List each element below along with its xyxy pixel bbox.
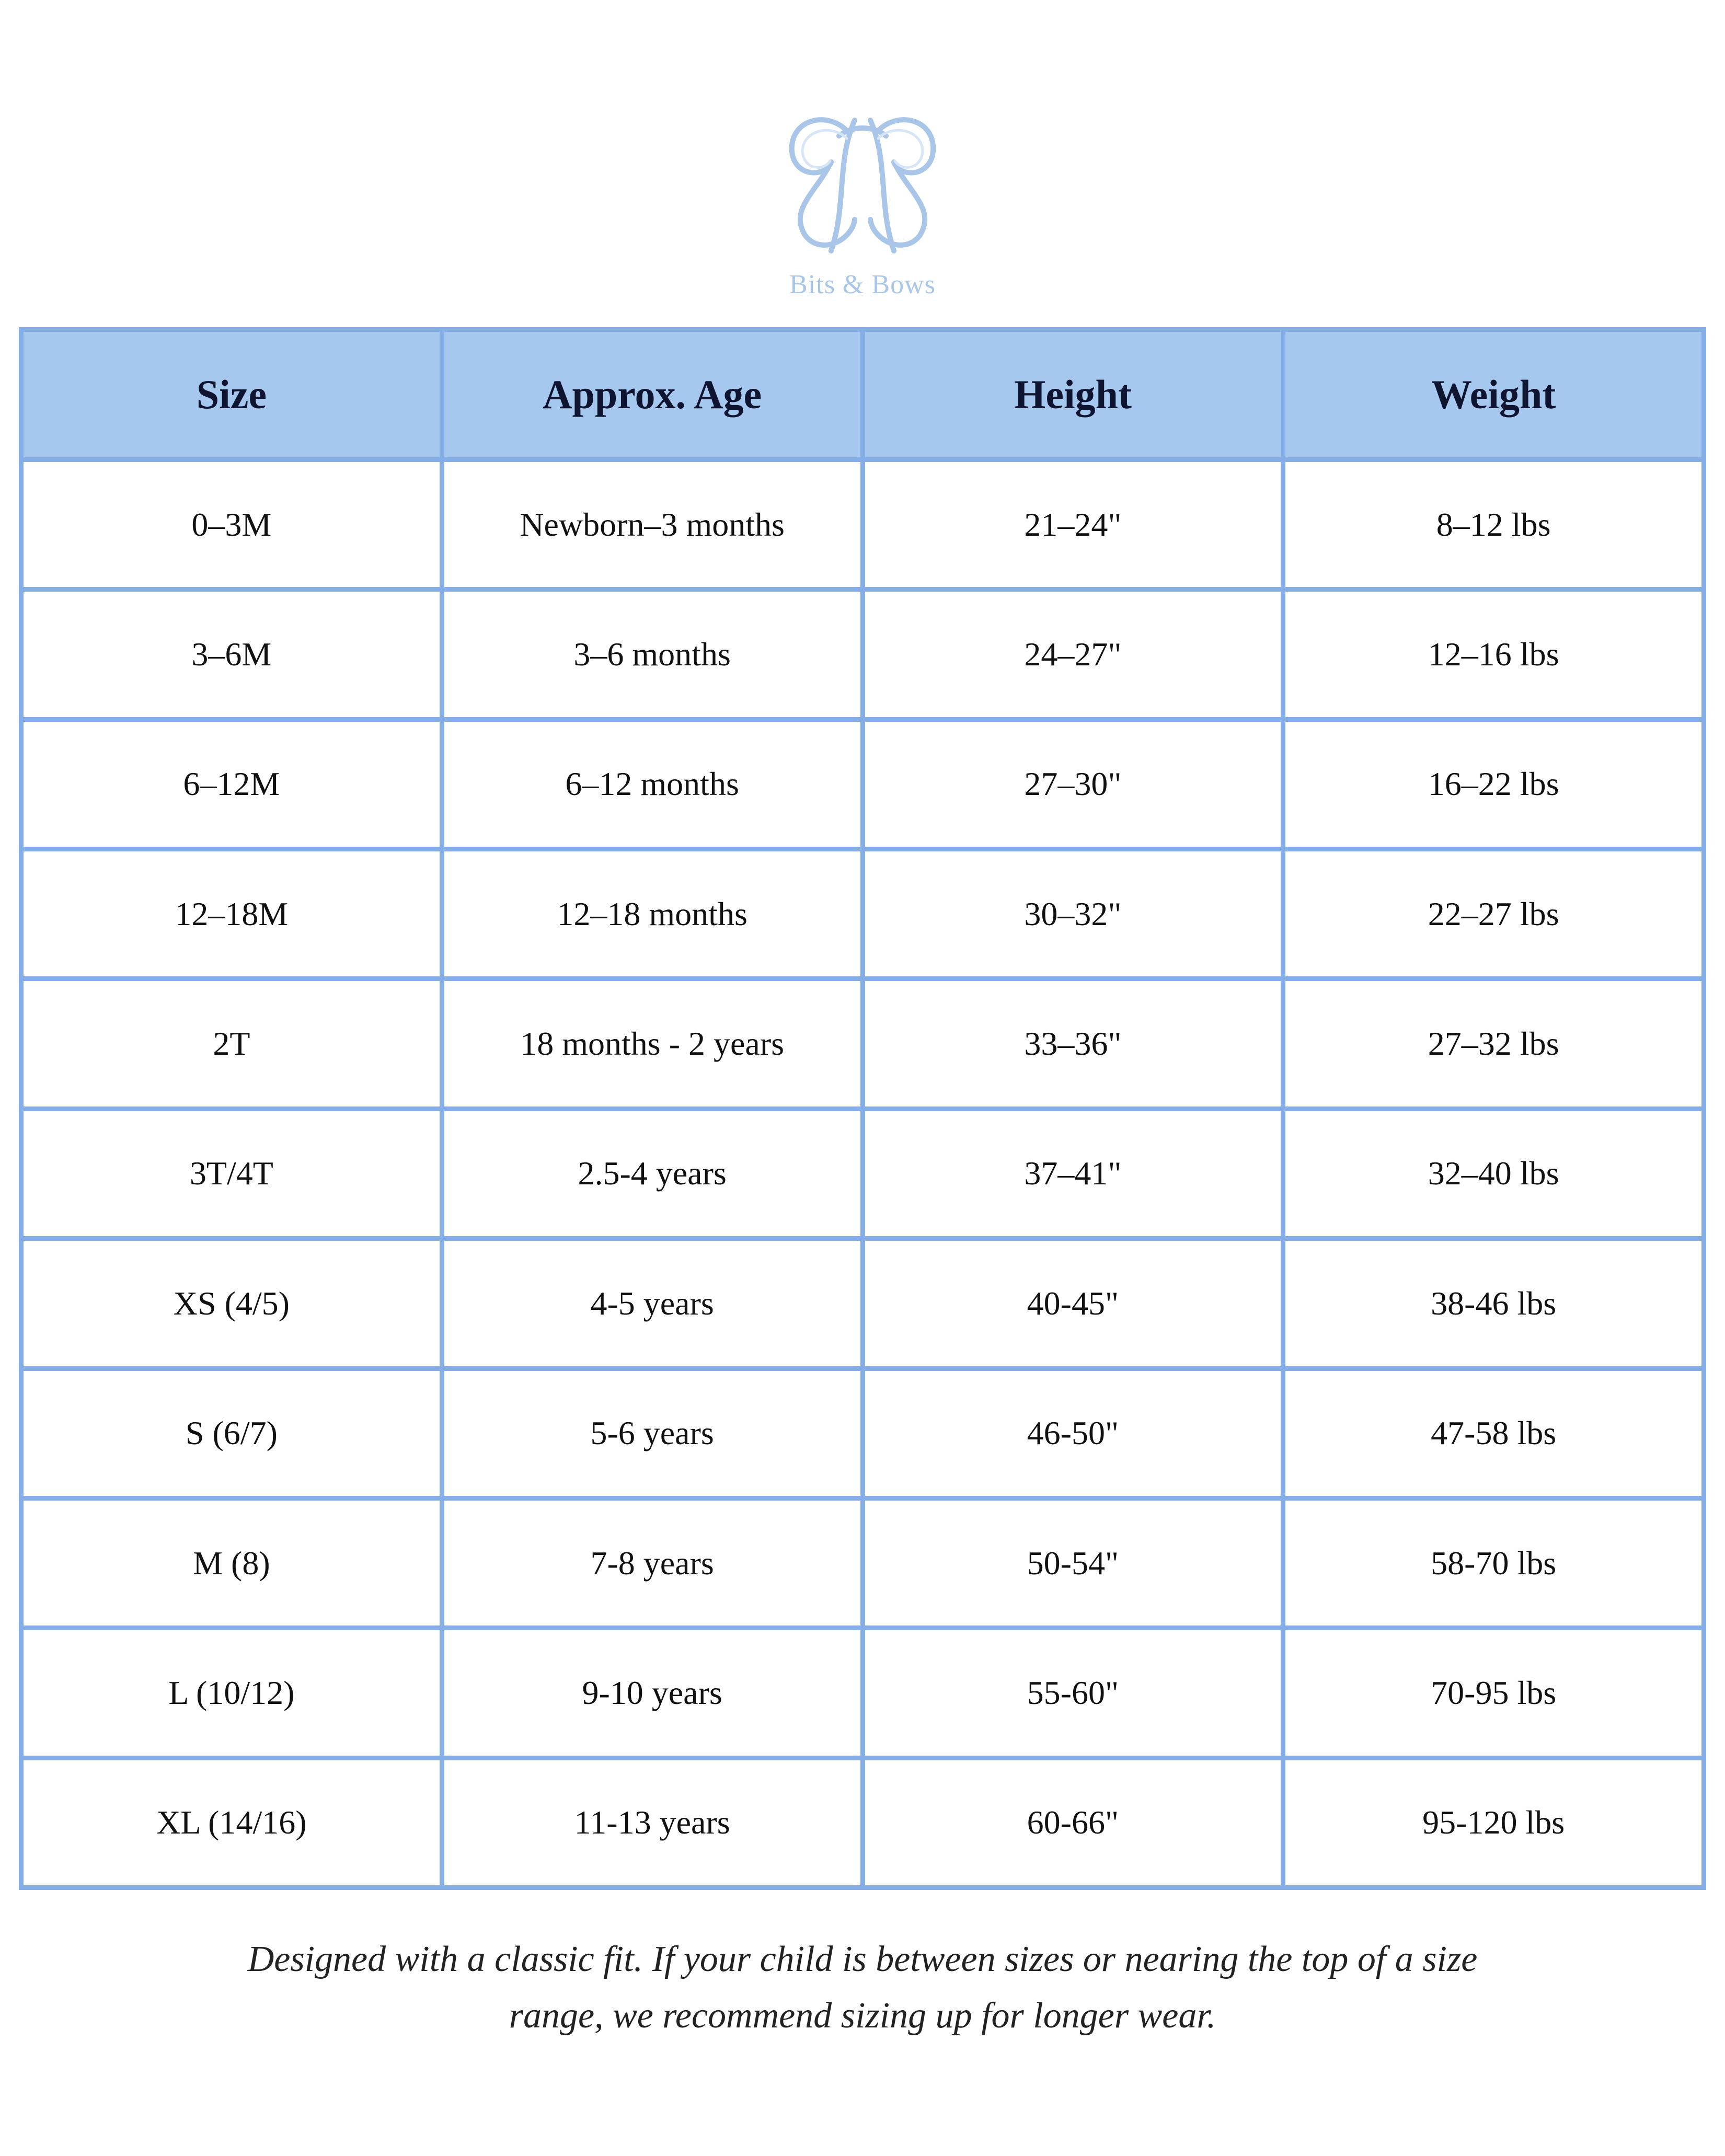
cell-height: 37–41"	[862, 1109, 1283, 1238]
cell-age: 12–18 months	[442, 849, 862, 979]
cell-weight: 38-46 lbs	[1283, 1239, 1704, 1368]
cell-age: 9-10 years	[442, 1628, 862, 1758]
fit-footnote	[157, 1931, 1568, 2044]
header-weight: Weight	[1283, 330, 1704, 460]
cell-weight: 70-95 lbs	[1283, 1628, 1704, 1758]
cell-height: 24–27"	[862, 590, 1283, 719]
table-row	[21, 1628, 1704, 1758]
table-row	[21, 1368, 1704, 1498]
cell-size: M (8)	[21, 1498, 442, 1628]
header-size: Size	[21, 330, 442, 460]
cell-age: 11-13 years	[442, 1758, 862, 1887]
header-approx-age: Approx. Age	[442, 330, 862, 460]
header-height: Height	[862, 330, 1283, 460]
brand-logo	[753, 99, 972, 308]
cell-size: 6–12M	[21, 719, 442, 849]
cell-height: 27–30"	[862, 719, 1283, 849]
cell-height: 21–24"	[862, 460, 1283, 590]
cell-height: 30–32"	[862, 849, 1283, 979]
cell-height: 33–36"	[862, 979, 1283, 1109]
cell-size: 12–18M	[21, 849, 442, 979]
cell-size: 3–6M	[21, 590, 442, 719]
table-row	[21, 849, 1704, 979]
cell-weight: 32–40 lbs	[1283, 1109, 1704, 1238]
cell-age: 3–6 months	[442, 590, 862, 719]
table-row	[21, 719, 1704, 849]
table-row	[21, 590, 1704, 719]
cell-size: 0–3M	[21, 460, 442, 590]
cell-age: 18 months - 2 years	[442, 979, 862, 1109]
cell-weight: 27–32 lbs	[1283, 979, 1704, 1109]
footnote-line-1: Designed with a classic fit. If your child is between sizes or nearing the top of a size	[247, 1939, 1478, 1979]
cell-weight: 22–27 lbs	[1283, 849, 1704, 979]
cell-height: 46-50"	[862, 1368, 1283, 1498]
footnote-line-2: range, we recommend sizing up for longer wear.	[509, 1996, 1216, 2036]
table-row	[21, 979, 1704, 1109]
cell-weight: 8–12 lbs	[1283, 460, 1704, 590]
cell-weight: 12–16 lbs	[1283, 590, 1704, 719]
cell-age: 2.5-4 years	[442, 1109, 862, 1238]
cell-weight: 58-70 lbs	[1283, 1498, 1704, 1628]
cell-size: 2T	[21, 979, 442, 1109]
cell-size: S (6/7)	[21, 1368, 442, 1498]
table-row	[21, 1758, 1704, 1887]
cell-weight: 95-120 lbs	[1283, 1758, 1704, 1887]
table-row	[21, 1498, 1704, 1628]
cell-weight: 47-58 lbs	[1283, 1368, 1704, 1498]
table-row	[21, 460, 1704, 590]
cell-size: XL (14/16)	[21, 1758, 442, 1887]
brand-name: Bits & Bows	[789, 270, 936, 299]
cell-weight: 16–22 lbs	[1283, 719, 1704, 849]
cell-size: L (10/12)	[21, 1628, 442, 1758]
cell-height: 50-54"	[862, 1498, 1283, 1628]
size-chart-table	[19, 327, 1706, 1890]
table-header-row	[21, 330, 1704, 460]
cell-age: 7-8 years	[442, 1498, 862, 1628]
cell-size: 3T/4T	[21, 1109, 442, 1238]
cell-age: 4-5 years	[442, 1239, 862, 1368]
bb-monogram-icon	[768, 99, 957, 267]
cell-height: 55-60"	[862, 1628, 1283, 1758]
cell-age: 5-6 years	[442, 1368, 862, 1498]
cell-size: XS (4/5)	[21, 1239, 442, 1368]
cell-age: 6–12 months	[442, 719, 862, 849]
cell-height: 40-45"	[862, 1239, 1283, 1368]
table-row	[21, 1109, 1704, 1238]
cell-height: 60-66"	[862, 1758, 1283, 1887]
table-row	[21, 1239, 1704, 1368]
cell-age: Newborn–3 months	[442, 460, 862, 590]
